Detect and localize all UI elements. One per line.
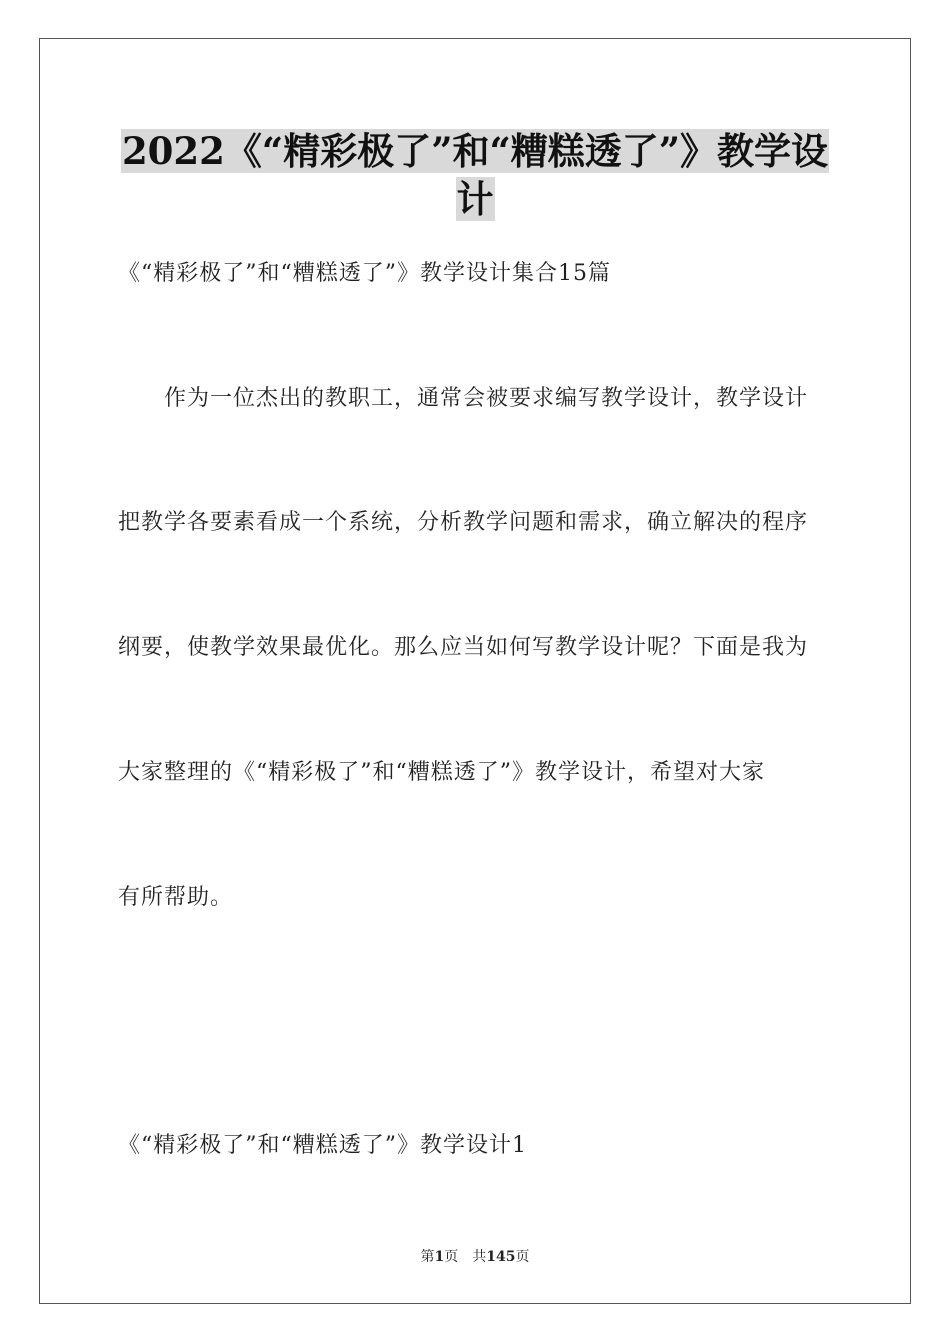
footer-prefix: 第 [420,1249,435,1265]
footer-total-pages: 145 [486,1249,516,1265]
footer-middle: 页 共 [444,1249,487,1265]
paragraph-line: 作为一位杰出的教职工，通常会被要求编写教学设计，教学设计 [118,386,809,411]
page-border [39,38,911,1304]
footer-current-page: 1 [434,1249,445,1265]
document-title-line-1: 2022《“精彩极了”和“糟糕透了”》教学设 [121,129,829,173]
paragraph-line: 把教学各要素看成一个系统，分析教学问题和需求，确立解决的程序 [118,510,809,535]
document-title-line-2: 计 [456,177,494,221]
footer-suffix: 页 [515,1249,530,1265]
document-subtitle: 《“精彩极了”和“糟糕透了”》教学设计集合15篇 [118,261,611,286]
paragraph-line: 大家整理的《“精彩极了”和“糟糕透了”》教学设计，希望对大家 [118,760,765,785]
page-footer [0,1246,950,1266]
paragraph-line: 纲要，使教学效果最优化。那么应当如何写教学设计呢？下面是我为 [118,635,809,660]
section-heading: 《“精彩极了”和“糟糕透了”》教学设计1 [118,1133,527,1158]
paragraph-line: 有所帮助。 [118,885,234,910]
